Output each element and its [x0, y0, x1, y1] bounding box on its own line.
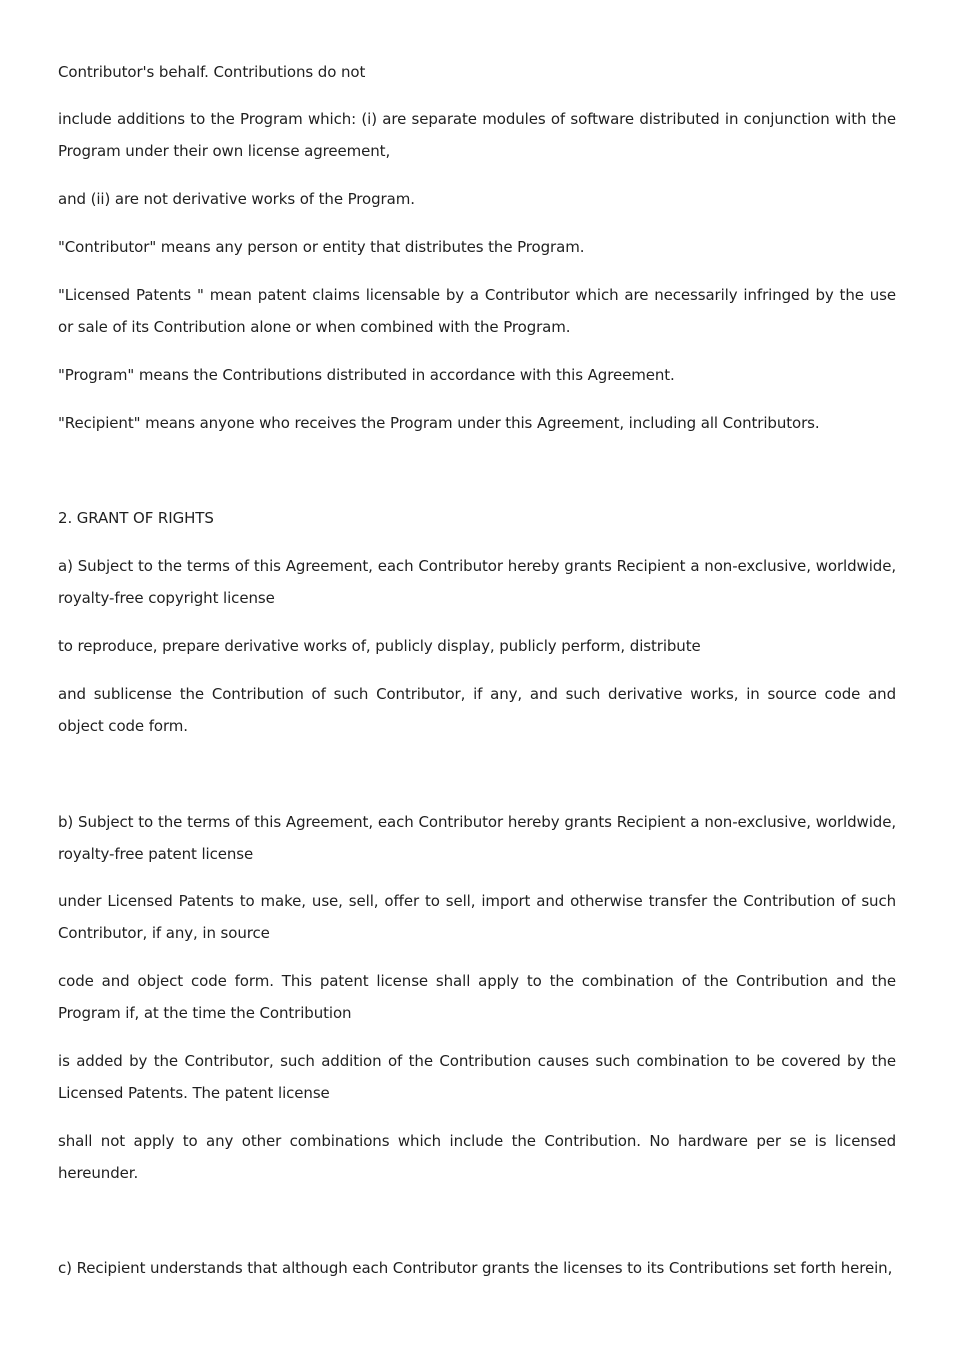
paragraph-grant-b: b) Subject to the terms of this Agreement, each Contributor hereby grants Recipient a non-exclusive, worldwide, royalty-free patent license	[58, 813, 896, 863]
paragraph-program-definition: "Program" means the Contributions distributed in accordance with this Agreement.	[58, 366, 675, 384]
paragraph-contributor-definition: "Contributor" means any person or entity that distributes the Program.	[58, 238, 585, 256]
paragraph-include-additions: include additions to the Program which: (i) are separate modules of software distributed in conjunction with the Program under their own license agreement,	[58, 110, 896, 160]
paragraph-grant-b-licensed-patents: under Licensed Patents to make, use, sell, offer to sell, import and otherwise transfer the Contribution of such Contributor, if any, in source	[58, 892, 896, 942]
paragraph-grant-c: c) Recipient understands that although each Contributor grants the licenses to its Contributions set forth herein,	[58, 1259, 893, 1277]
paragraph-grant-a: a) Subject to the terms of this Agreement, each Contributor hereby grants Recipient a non-exclusive, worldwide, royalty-free copyright license	[58, 557, 896, 607]
paragraph-grant-b-code-form: code and object code form. This patent license shall apply to the combination of the Contribution and the Program if, at the time the Contribution	[58, 972, 896, 1022]
paragraph-grant-a-sublicense: and sublicense the Contribution of such Contributor, if any, and such derivative works, in source code and object code form.	[58, 685, 896, 735]
paragraph-grant-b-no-hardware: shall not apply to any other combinations which include the Contribution. No hardware per se is licensed hereunder.	[58, 1132, 896, 1182]
paragraph-contributor-behalf: Contributor's behalf. Contributions do not	[58, 63, 366, 81]
paragraph-grant-a-reproduce: to reproduce, prepare derivative works of, publicly display, publicly perform, distribute	[58, 637, 701, 655]
section-heading-grant-of-rights: 2. GRANT OF RIGHTS	[58, 509, 214, 527]
paragraph-grant-b-added: is added by the Contributor, such addition of the Contribution causes such combination to be covered by the Licensed Patents. The patent license	[58, 1052, 896, 1102]
paragraph-recipient-definition: "Recipient" means anyone who receives the Program under this Agreement, including all Contributors.	[58, 414, 820, 432]
paragraph-not-derivative: and (ii) are not derivative works of the Program.	[58, 190, 415, 208]
paragraph-licensed-patents-definition: "Licensed Patents " mean patent claims licensable by a Contributor which are necessarily infringed by the use or sale of its Contribution alone or when combined with the Program.	[58, 286, 896, 336]
